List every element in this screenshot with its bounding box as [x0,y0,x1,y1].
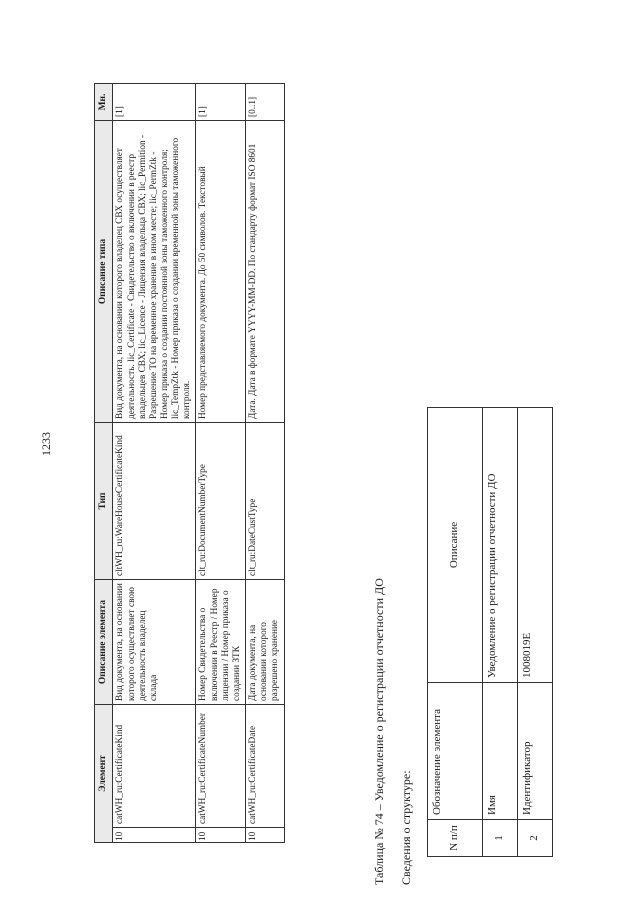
element-description: Дата документа, на основании которого разрешено хранение [246,580,284,705]
row-description: Уведомление о регистрации отчетности ДО [483,408,518,683]
structure-intro: Сведения о структуре: [399,770,413,885]
header-type-description: Описание типа [95,121,113,423]
element-type: clt_ru:DocumentNumberType [196,423,246,580]
header-element-description: Описание элемента [95,580,113,705]
multiplicity: [0..1] [246,84,284,121]
header-element: Элемент [95,705,113,843]
row-designation: Идентификатор [518,683,553,820]
element-name: catWH_ru:CertificateDate [246,705,284,828]
row-description: 1008019E [518,408,553,683]
row-index: 10 [113,828,196,843]
element-name: catWH_ru:CertificateKind [113,705,196,828]
table-row [246,84,284,843]
header-description: Описание [428,408,483,683]
element-description: Вид документа, на основании которого осуществляет свою деятельность владелец склада [113,580,196,705]
structure-table-header [428,408,483,857]
header-multiplicity: Мн. [95,84,113,121]
table-row [483,408,518,857]
page-number: 1233 [39,432,53,456]
element-name: catWH_ru:CertificateNumber [196,705,246,828]
element-description: Номер Свидетельства о включении в Реестр / Номер лицензии / Номер приказа о создании ЗТК [196,580,246,705]
row-index: 10 [246,828,284,843]
header-designation: Обозначение элемента [428,683,483,820]
element-type: clt_ru:DateCustType [246,423,284,580]
row-number: 2 [518,820,553,857]
row-designation: Имя [483,683,518,820]
type-description: Дата. Дата в формате YYYY-MM-DD. По стандарту формат ISO 8601 [246,121,284,423]
structure-table [427,407,553,857]
type-description: Номер представляемого документа. До 50 символов. Текстовый [196,121,246,423]
row-index: 10 [196,828,246,843]
row-number: 1 [483,820,518,857]
element-table-header [95,84,113,843]
multiplicity: [1] [113,84,196,121]
element-type: cltWH_ru:WareHouseCertificateKind [113,423,196,580]
table-row [196,84,246,843]
type-description: Вид документа, на основании которого владелец СВХ осуществляет деятельность. lic_Certificate - Свидетельство о включении в реестр владельцев СВХ; lic_Licence - Лицензия владельца СВХ; lic_Permition - Разрешение ТО на временное хранение в ином месте; lic_PermZtk - Номер приказа о создании постоянной зоны таможенного контроля; lic_TempZtk - Номер приказа о создании временной зоны таможенного контроля. [113,121,196,423]
table-caption: Таблица № 74 – Уведомление о регистрации отчетности ДО [372,578,386,885]
element-table [94,83,285,843]
table-row [113,84,196,843]
table-row [518,408,553,857]
multiplicity: [1] [196,84,246,121]
header-type: Тип [95,423,113,580]
header-number: N п/п [428,820,483,857]
